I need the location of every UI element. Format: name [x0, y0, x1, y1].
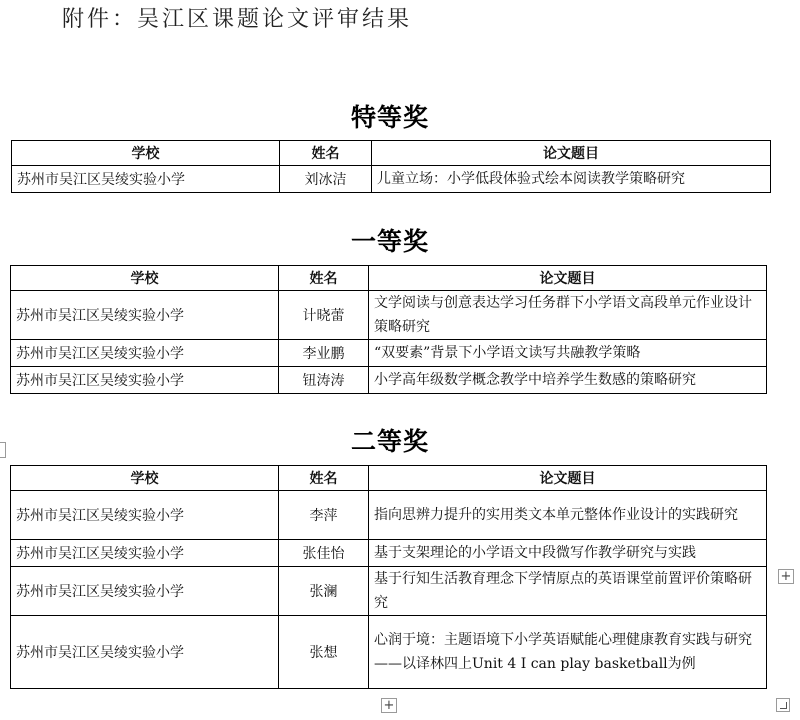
name-cell: 李业鹏: [279, 340, 369, 367]
column-header-name: 姓名: [279, 266, 369, 291]
name-cell: 李萍: [279, 491, 369, 540]
table-edge-marker[interactable]: [0, 442, 6, 458]
column-header-title: 论文题目: [372, 141, 771, 166]
title-cell: 基于行知生活教育理念下学情原点的英语课堂前置评价策略研究: [369, 567, 767, 616]
school-cell: 苏州市吴江区吴绫实验小学: [11, 567, 279, 616]
school-cell: 苏州市吴江区吴绫实验小学: [11, 491, 279, 540]
name-cell: 刘冰洁: [280, 166, 372, 193]
school-cell: 苏州市吴江区吴绫实验小学: [11, 616, 279, 689]
name-cell: 张澜: [279, 567, 369, 616]
table-row: [11, 340, 767, 367]
name-cell: 钮涛涛: [279, 367, 369, 394]
section-heading-special: 特等奖: [350, 103, 429, 132]
add-column-button[interactable]: +: [778, 569, 794, 584]
table-row: [11, 491, 767, 540]
name-cell: 计晓蕾: [279, 291, 369, 340]
title-cell: 心润于境：主题语境下小学英语赋能心理健康教育实践与研究——以译林四上Unit 4 I can play basketball为例: [369, 616, 767, 689]
table-row: [11, 367, 767, 394]
title-cell: 文学阅读与创意表达学习任务群下小学语文高段单元作业设计策略研究: [369, 291, 767, 340]
table-resize-handle[interactable]: [776, 698, 790, 712]
column-header-name: 姓名: [280, 141, 372, 166]
document-title: 附件：吴江区课题论文评审结果: [62, 7, 413, 32]
name-cell: 张佳怡: [279, 540, 369, 567]
column-header-school: 学校: [11, 266, 279, 291]
section-heading-second: 二等奖: [350, 427, 429, 456]
school-cell: 苏州市吴江区吴绫实验小学: [11, 540, 279, 567]
column-header-school: 学校: [12, 141, 280, 166]
section-heading-first: 一等奖: [350, 227, 429, 256]
table-row: [11, 540, 767, 567]
title-cell: “双要素”背景下小学语文读写共融教学策略: [369, 340, 767, 367]
award-table-special: [11, 140, 771, 193]
table-row: [11, 616, 767, 689]
award-table-second: [10, 465, 767, 689]
title-cell: 小学高年级数学概念教学中培养学生数感的策略研究: [369, 367, 767, 394]
table-row: [11, 291, 767, 340]
add-row-button[interactable]: +: [381, 698, 397, 713]
column-header-name: 姓名: [279, 466, 369, 491]
column-header-title: 论文题目: [369, 266, 767, 291]
school-cell: 苏州市吴江区吴绫实验小学: [11, 367, 279, 394]
award-table-first: [10, 265, 767, 394]
column-header-title: 论文题目: [369, 466, 767, 491]
table-row: [12, 166, 771, 193]
title-cell: 基于支架理论的小学语文中段微写作教学研究与实践: [369, 540, 767, 567]
name-cell: 张想: [279, 616, 369, 689]
school-cell: 苏州市吴江区吴绫实验小学: [12, 166, 280, 193]
column-header-school: 学校: [11, 466, 279, 491]
title-cell: 指向思辨力提升的实用类文本单元整体作业设计的实践研究: [369, 491, 767, 540]
title-cell: 儿童立场：小学低段体验式绘本阅读教学策略研究: [372, 166, 771, 193]
table-row: [11, 567, 767, 616]
school-cell: 苏州市吴江区吴绫实验小学: [11, 291, 279, 340]
school-cell: 苏州市吴江区吴绫实验小学: [11, 340, 279, 367]
